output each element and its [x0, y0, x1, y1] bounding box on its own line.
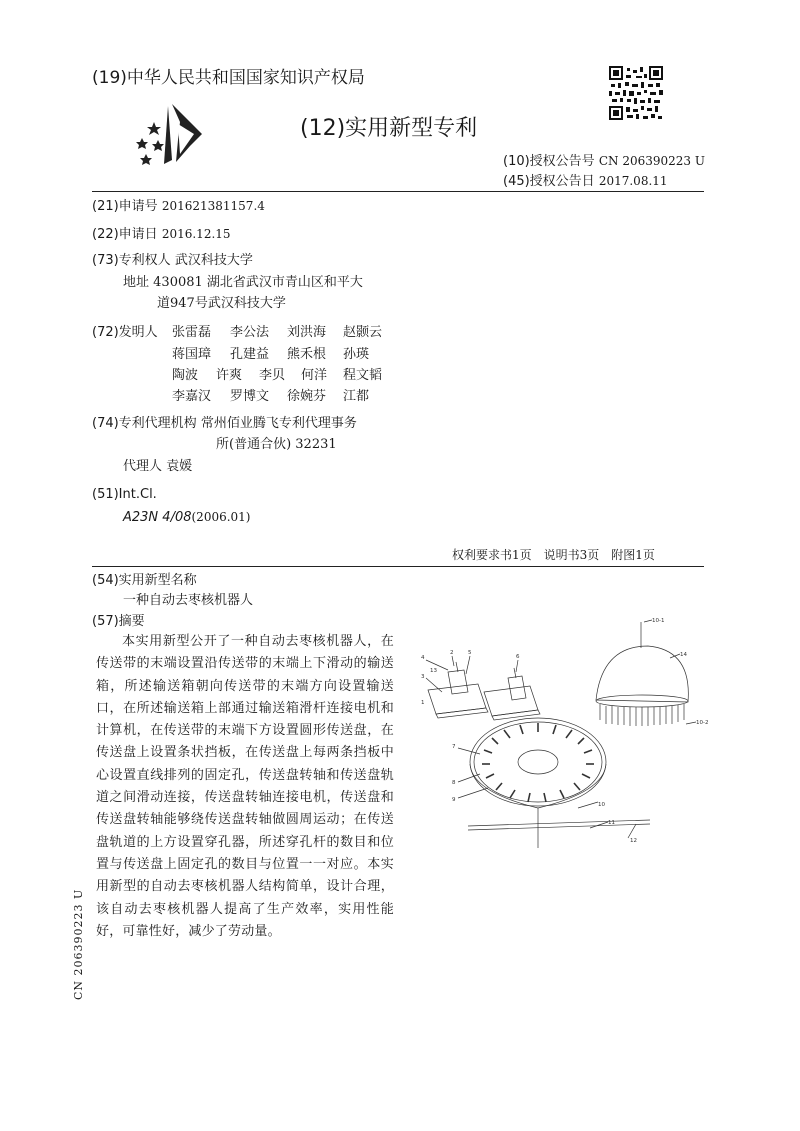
- application-date: 2016.12.15: [161, 227, 231, 241]
- agency-label: (74)专利代理机构: [92, 416, 197, 431]
- inventor: 陶波: [172, 368, 199, 383]
- ipc-version: (2006.01): [191, 510, 251, 524]
- inventor: 何洋: [301, 368, 328, 383]
- inventor: 许爽: [216, 368, 243, 383]
- agent-label: 代理人: [123, 459, 163, 474]
- abstract-figure: [418, 612, 708, 848]
- publication-date-row: [503, 172, 668, 191]
- abstract-text: 本实用新型公开了一种自动去枣核机器人，在传送带的末端设置沿传送带的末端上下滑动的输送箱，所述输送箱朝向传送带的末端方向设置输送口，在所述输送箱上部通过输送箱滑杆连接电机和计算机，在传送带的末端下方设置圆形传送盘，在传送盘上设置条状挡板，在传送盘上每两条挡板中心设置直线排列的固定孔，传送盘转轴和传送盘轨道之间滑动连接，传送盘转轴连接电机，传送盘和传送盘转轴能够绕传送盘转轴做圆周运动；在传送盘轨道的上方设置穿孔器，所述穿孔杆的数目和位置与传送盘上固定孔的数目与位置一一对应。本实用新型的自动去枣核机器人结构简单，设计合理，该自动去枣核机器人提高了生产效率，实用性能好，可靠性好，减少了劳动量。: [96, 634, 394, 939]
- figure-label: 12: [630, 838, 637, 844]
- biblio-divider: [92, 566, 704, 567]
- figure-label: 10-2: [696, 720, 708, 726]
- inventor: 李贝: [259, 368, 286, 383]
- address-line-2: 道947号武汉科技大学: [157, 296, 286, 311]
- application-date-label: (22)申请日: [92, 227, 158, 242]
- inventor: 赵颢云: [343, 325, 383, 340]
- inventor: 程文韬: [343, 368, 383, 383]
- agent-row: [123, 458, 192, 476]
- agency-line-2: 所(普通合伙) 32231: [216, 437, 337, 452]
- patentee-label: (73)专利权人: [92, 253, 171, 268]
- inventor: 罗博文: [230, 389, 270, 404]
- address-label: 地址: [123, 275, 150, 290]
- patentee: 武汉科技大学: [174, 253, 253, 268]
- publication-number-label: (10)授权公告号: [503, 154, 595, 169]
- figure-label: 2: [450, 650, 454, 656]
- title-label: (54)实用新型名称: [92, 573, 197, 588]
- figure-label: 9: [452, 797, 456, 803]
- figure-label: 10: [598, 802, 605, 808]
- ipc-label: (51)Int.Cl.: [92, 487, 157, 502]
- publication-date: 2017.08.11: [598, 174, 668, 188]
- figure-label: 14: [680, 652, 687, 658]
- inventor: 孙瑛: [343, 347, 370, 362]
- address-row: [123, 274, 363, 292]
- abstract-label: (57)摘要: [92, 614, 145, 629]
- inventor: 刘洪海: [287, 325, 327, 340]
- qr-code: [609, 66, 663, 120]
- figure-label: 4: [421, 655, 425, 661]
- agency-row: [92, 415, 357, 433]
- figure-label: 5: [468, 650, 472, 656]
- office-name: (19)中华人民共和国国家知识产权局: [92, 68, 365, 88]
- agency-line-1: 常州佰业腾飞专利代理事务: [200, 416, 357, 431]
- figure-label: 8: [452, 780, 456, 786]
- inventor: 李嘉汉: [172, 389, 212, 404]
- patentee-row: [92, 252, 253, 270]
- utility-model-title: 一种自动去枣核机器人: [123, 593, 254, 608]
- figure-label: 1: [421, 700, 425, 706]
- inventors-label: (72)发明人: [92, 325, 158, 340]
- side-publication-number: CN 206390223 U: [72, 888, 85, 1000]
- inventor: 李公法: [230, 325, 270, 340]
- inventor: 熊禾根: [287, 347, 327, 362]
- ipc-row: [123, 508, 251, 527]
- figure-label: 10-1: [652, 618, 665, 624]
- inventor: 张雷磊: [172, 325, 212, 340]
- figure-label: 13: [430, 668, 437, 674]
- figure-label: 7: [452, 744, 456, 750]
- publication-number-row: [503, 152, 705, 171]
- header-divider: [92, 191, 704, 192]
- application-number-label: (21)申请号: [92, 199, 158, 214]
- cnipa-logo: [128, 100, 218, 172]
- application-number: 201621381157.4: [161, 199, 265, 213]
- application-date-row: [92, 225, 231, 244]
- figure-label: 11: [608, 820, 615, 826]
- agent: 袁媛: [166, 459, 193, 474]
- pages-info: 权利要求书1页 说明书3页 附图1页: [452, 548, 655, 562]
- application-number-row: [92, 197, 265, 216]
- inventor: 蒋国璋: [172, 347, 212, 362]
- ipc-code: A23N 4/08: [123, 510, 192, 525]
- publication-date-label: (45)授权公告日: [503, 174, 595, 189]
- publication-number: CN 206390223 U: [598, 154, 705, 168]
- inventor: 江都: [343, 389, 370, 404]
- figure-label: 6: [516, 654, 520, 660]
- document-type: (12)实用新型专利: [300, 116, 478, 141]
- address-line-1: 430081 湖北省武汉市青山区和平大: [153, 275, 363, 290]
- inventor: 徐婉芬: [287, 389, 327, 404]
- inventor: 孔建益: [230, 347, 270, 362]
- figure-label: 3: [421, 674, 425, 680]
